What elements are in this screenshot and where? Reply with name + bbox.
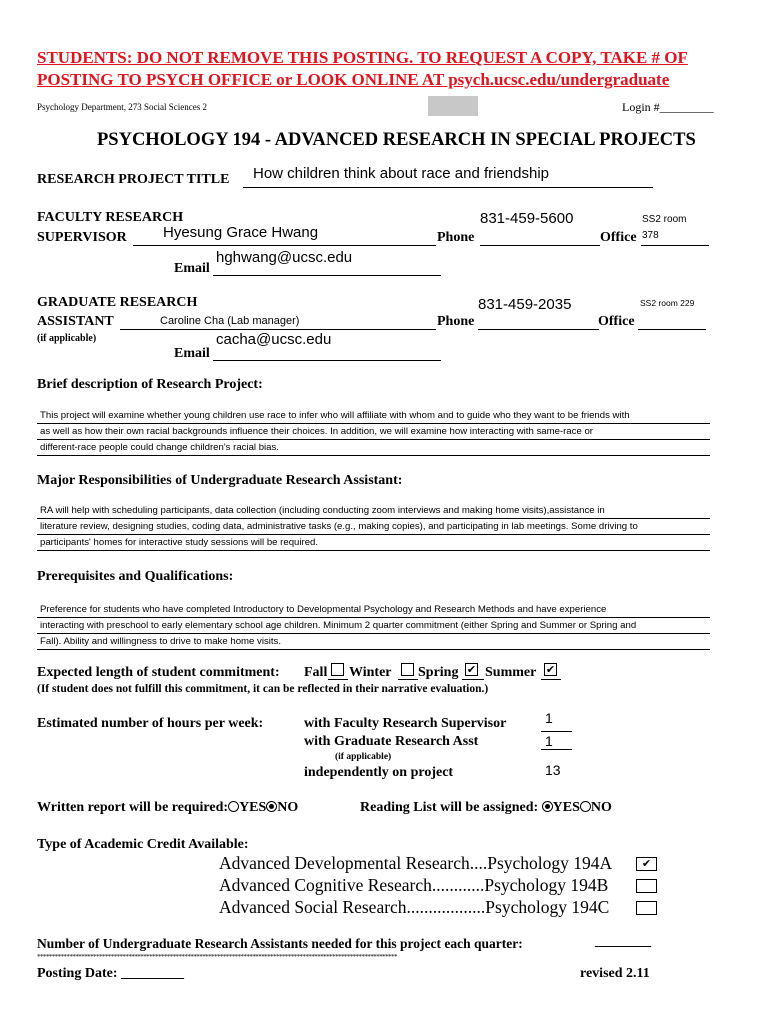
description-heading: Brief description of Research Project: (37, 377, 263, 392)
reading-yes-label: YES (552, 800, 580, 815)
grad-name-underline (120, 329, 436, 330)
reading-row (360, 800, 612, 816)
responsibilities-line: RA will help with scheduling participants, data collection (including conducting zoom interviews and making home visits),assistance in (37, 503, 710, 519)
revised-label: revised 2.11 (580, 966, 650, 981)
report-yes-radio[interactable] (228, 801, 239, 812)
quarter-spring-label: Spring (418, 665, 459, 680)
faculty-label-1: FACULTY RESEARCH (37, 210, 184, 225)
report-no-radio[interactable] (266, 801, 277, 812)
faculty-email-underline (213, 275, 441, 276)
report-no-label: NO (277, 800, 299, 815)
faculty-office-value-2: 378 (642, 230, 659, 241)
posting-date: Posting Date: _________ (37, 966, 184, 981)
grad-label-2: ASSISTANT (37, 314, 114, 329)
faculty-name-underline (133, 245, 436, 246)
hours-grad-label: with Graduate Research Asst (304, 734, 479, 749)
report-row (37, 800, 298, 816)
assistants-needed-blank: ________ (595, 934, 651, 949)
faculty-phone-label: Phone (437, 230, 475, 245)
commitment-label: Expected length of student commitment: (37, 665, 280, 680)
hours-grad-underline (541, 749, 572, 750)
quarter-fall-checkbox[interactable] (331, 663, 344, 676)
credit-194a-check: ✔ (641, 857, 652, 870)
description-line: as well as how their own racial backgrounds influence their choices. In addition, we will examine how interacting with same-race or (37, 424, 710, 440)
quarter-winter-underline (398, 679, 418, 680)
grad-office-value: SS2 room 229 (640, 298, 695, 308)
prereq-text (37, 602, 710, 650)
credit-option-194b: Advanced Cognitive Research............Psychology 194B (219, 875, 609, 895)
hours-grad-applicable: (if applicable) (335, 752, 392, 762)
faculty-phone-value: 831-459-5600 (480, 210, 574, 227)
hours-independent-label: independently on project (304, 765, 454, 780)
grad-email-underline (213, 360, 441, 361)
grad-phone-label: Phone (437, 314, 475, 329)
credit-194c-checkbox[interactable] (636, 901, 657, 915)
prereq-line: Fall). Ability and willingness to drive to make home visits. (37, 634, 710, 650)
grad-email-label: Email (174, 346, 210, 361)
notice-line-2: POSTING TO PSYCH OFFICE or LOOK ONLINE AT psych.ucsc.edu/undergraduate (37, 70, 670, 89)
quarter-summer-checkbox[interactable] (544, 663, 557, 676)
grad-phone-value: 831-459-2035 (478, 296, 572, 313)
report-yes-label: YES (239, 800, 267, 815)
grad-phone-underline (478, 329, 599, 330)
department-address: Psychology Department, 273 Social Sciences 2 (37, 102, 207, 112)
description-line: different-race people could change children's racial bias. (37, 440, 710, 456)
faculty-email-label: Email (174, 261, 210, 276)
prereq-line: Preference for students who have completed Introductory to Developmental Psychology and Research Methods and have experience (37, 602, 710, 618)
quarter-summer-underline (541, 679, 561, 680)
responsibilities-line: literature review, designing studies, coding data, administrative tasks (e.g., making copies), and participating in lab meetings. Some driving to (37, 519, 710, 535)
description-line: This project will examine whether young children use race to infer who will affiliate with whom and to guide who they want to be friends with (37, 408, 710, 424)
hours-grad-value: 1 (545, 733, 553, 749)
quarter-spring-checkbox[interactable] (465, 663, 478, 676)
quarter-summer-check: ✔ (545, 663, 556, 676)
notice-line-1: STUDENTS: DO NOT REMOVE THIS POSTING. TO REQUEST A COPY, TAKE # OF (37, 48, 688, 67)
credit-194a-checkbox[interactable] (636, 857, 657, 871)
responsibilities-text (37, 503, 710, 551)
credit-option-194c: Advanced Social Research..................Psychology 194C (219, 897, 610, 917)
quarter-spring-check: ✔ (466, 663, 477, 676)
quarter-fall-label: Fall (304, 665, 328, 680)
reading-no-radio[interactable] (580, 801, 591, 812)
faculty-office-underline (641, 245, 709, 246)
reading-label: Reading List will be assigned: (360, 800, 539, 815)
hours-label: Estimated number of hours per week: (37, 716, 264, 731)
prereq-line: interacting with preschool to early elementary school age children. Minimum 2 quarter commitment (either Spring and Summer or Spring and (37, 618, 710, 634)
commitment-note: (If student does not fulfill this commitment, it can be reflected in their narrative evaluation.) (37, 683, 489, 695)
faculty-email-value: hghwang@ucsc.edu (216, 249, 353, 266)
responsibilities-line: participants' homes for interactive study sessions will be required. (37, 535, 710, 551)
login-number: Login #_________ (622, 100, 714, 114)
hours-faculty-value: 1 (545, 710, 553, 726)
grad-office-underline (638, 329, 706, 330)
grad-label-1: GRADUATE RESEARCH (37, 295, 198, 310)
divider-stars: ************************************************************************************************************************** (37, 953, 397, 961)
credit-194b-checkbox[interactable] (636, 879, 657, 893)
credit-heading: Type of Academic Credit Available: (37, 837, 249, 852)
project-title-value: How children think about race and friendship (253, 165, 550, 182)
report-label: Written report will be required: (37, 800, 229, 815)
quarter-fall-underline (328, 679, 348, 680)
faculty-label-2: SUPERVISOR (37, 230, 127, 245)
responsibilities-heading: Major Responsibilities of Undergraduate Research Assistant: (37, 473, 403, 488)
quarter-winter-checkbox[interactable] (401, 663, 414, 676)
quarter-winter-label: Winter (349, 665, 392, 680)
project-title-underline (243, 187, 653, 188)
redacted-stamp (428, 96, 478, 116)
hours-faculty-underline (541, 731, 572, 732)
page-title: PSYCHOLOGY 194 - ADVANCED RESEARCH IN SPECIAL PROJECTS (97, 130, 696, 150)
hours-independent-value: 13 (545, 762, 561, 778)
faculty-office-label: Office (600, 230, 637, 245)
quarter-summer-label: Summer (485, 665, 537, 680)
faculty-name-value: Hyesung Grace Hwang (163, 224, 319, 241)
grad-name-value: Caroline Cha (Lab manager) (160, 315, 300, 327)
grad-applicable: (if applicable) (37, 333, 97, 344)
faculty-office-value-1: SS2 room (642, 214, 687, 225)
reading-yes-radio[interactable] (542, 801, 553, 812)
project-title-label: RESEARCH PROJECT TITLE (37, 172, 230, 187)
grad-email-value: cacha@ucsc.edu (216, 331, 332, 348)
prereq-heading: Prerequisites and Qualifications: (37, 569, 234, 584)
grad-office-label: Office (598, 314, 635, 329)
description-text (37, 408, 710, 456)
hours-faculty-label: with Faculty Research Supervisor (304, 716, 507, 731)
credit-option-194a: Advanced Developmental Research....Psychology 194A (219, 853, 613, 873)
assistants-needed-label: Number of Undergraduate Research Assistants needed for this project each quarter: (37, 936, 523, 951)
reading-no-label: NO (590, 800, 612, 815)
quarter-spring-underline (462, 679, 484, 680)
faculty-phone-underline (480, 245, 600, 246)
